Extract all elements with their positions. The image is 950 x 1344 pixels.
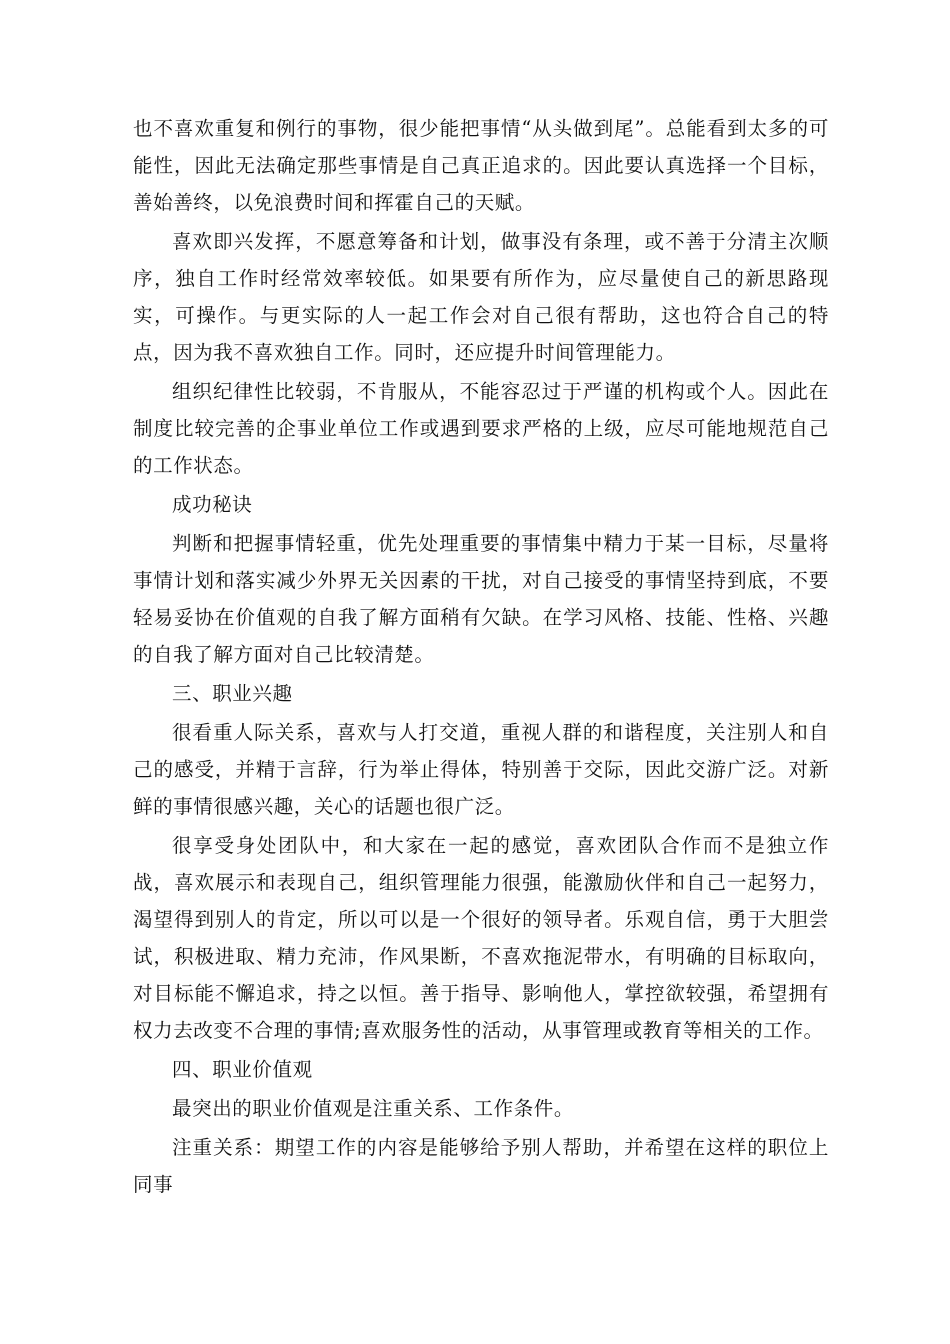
paragraph: 判断和把握事情轻重，优先处理重要的事情集中精力于某一目标，尽量将事情计划和落实减少外界无关因素的干扰，对自己接受的事情坚持到底，不要轻易妥协在价值观的自我了解方面稍有欠缺。在学习风格、技能、性格、兴趣的自我了解方面对自己比较清楚。 <box>133 532 829 666</box>
section-heading: 成功秘诀 <box>172 493 253 516</box>
paragraph: 很享受身处团队中，和大家在一起的感觉，喜欢团队合作而不是独立作战，喜欢展示和表现自己，组织管理能力很强，能激励伙伴和自己一起努力，渴望得到别人的肯定，所以可以是一个很好的领导者。乐观自信，勇于大胆尝试，积极进取、精力充沛，作风果断，不喜欢拖泥带水，有明确的目标取向，对目标能不懈追求，持之以恒。善于指导、影响他人，掌控欲较强，希望拥有权力去改变不合理的事情;喜欢服务性的活动，从事管理或教育等相关的工作。 <box>133 834 829 1042</box>
paragraph: 最突出的职业价值观是注重关系、工作条件。 <box>172 1097 575 1120</box>
paragraph: 很看重人际关系，喜欢与人打交道，重视人群的和谐程度，关注别人和自己的感受，并精于言辞，行为举止得体，特别善于交际，因此交游广泛。对新鲜的事情很感兴趣，关心的话题也很广泛。 <box>133 721 829 818</box>
paragraph: 也不喜欢重复和例行的事物，很少能把事情“从头做到尾”。总能看到太多的可能性，因此无法确定那些事情是自己真正追求的。因此要认真选择一个目标，善始善终，以免浪费时间和挥霍自己的天赋。 <box>133 117 829 214</box>
section-heading: 四、职业价值观 <box>172 1058 313 1081</box>
paragraph: 组织纪律性比较弱，不肯服从，不能容忍过于严谨的机构或个人。因此在制度比较完善的企事业单位工作或遇到要求严格的上级，应尽可能地规范自己的工作状态。 <box>133 380 829 477</box>
paragraph: 注重关系：期望工作的内容是能够给予别人帮助，并希望在这样的职位上同事 <box>133 1136 829 1196</box>
paragraph: 喜欢即兴发挥，不愿意筹备和计划，做事没有条理，或不善于分清主次顺序，独自工作时经常效率较低。如果要有所作为，应尽量使自己的新思路现实，可操作。与更实际的人一起工作会对自己很有帮助，这也符合自己的特点，因为我不喜欢独自工作。同时，还应提升时间管理能力。 <box>133 230 829 364</box>
document-body <box>133 110 829 1205</box>
section-heading: 三、职业兴趣 <box>172 682 293 705</box>
